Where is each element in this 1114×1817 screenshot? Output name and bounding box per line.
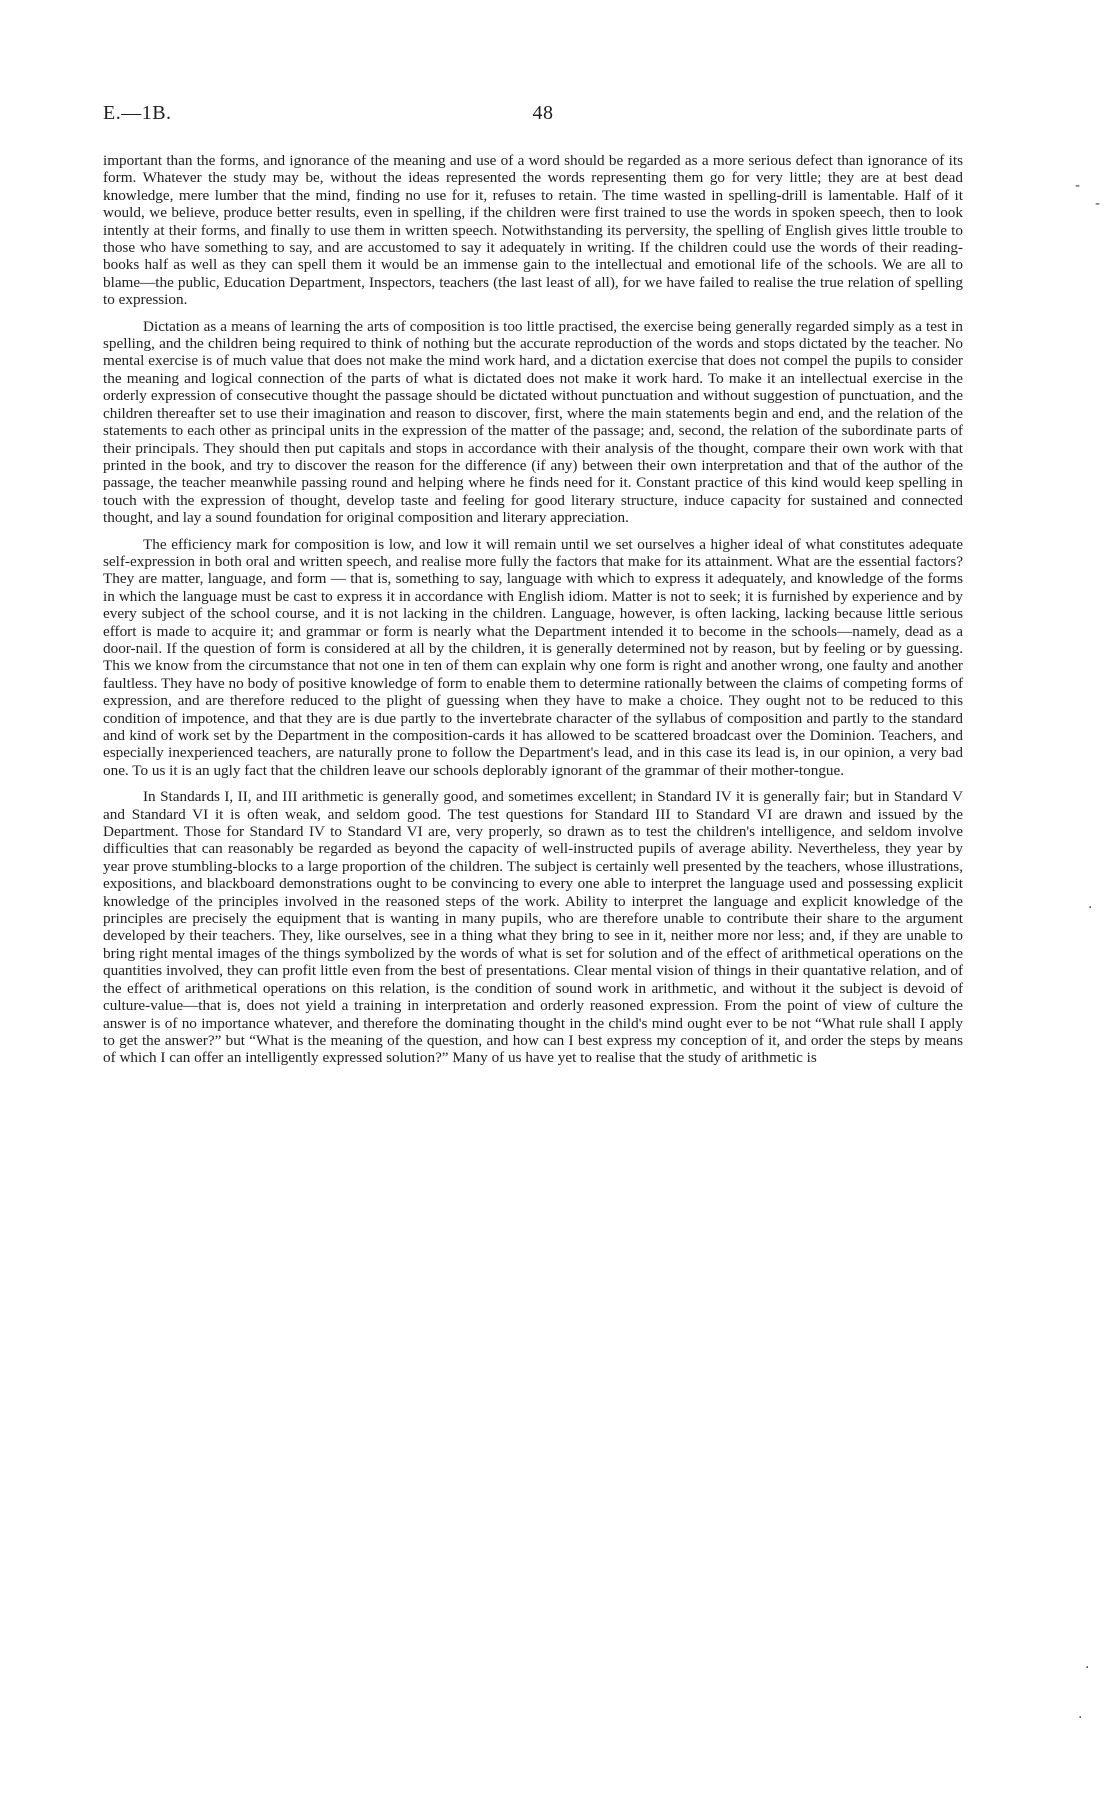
margin-speck-icon: · bbox=[1088, 900, 1093, 916]
margin-speck-icon: - bbox=[1095, 196, 1101, 212]
paragraph-dictation: Dictation as a means of learning the arts of composition is too little practised, the exercise being generally regarded simply as a test in spelling, and the children being required to think of nothing but the accurate reproduction of the words and stops dictated by the teacher. No mental exercise is of much value that does not make the mind work hard, and a dictation exercise that does not compel the pupils to consider the meaning and logical connection of the parts of what is dictated does not make it work hard. To make it an intellectual exercise in the orderly expression of consecutive thought the passage should be dictated without punctuation and without suggestion of punctuation, and the children thereafter set to use their imagination and reason to discover, first, where the main statements begin and end, and the relation of the statements to each other as principal units in the expression of the matter of the passage; and, second, the relation of the subordinate parts of their principals. They should then put capitals and stops in accordance with their analysis of the thought, compare their own work with that printed in the book, and try to discover the reason for the difference (if any) between their own interpretation and that of the author of the passage, the teacher meanwhile passing round and helping where he finds need for it. Constant practice of this kind would keep spelling in touch with the expression of thought, develop taste and feeling for good literary structure, induce capacity for sustained and connected thought, and lay a sound foundation for original composition and literary appreciation. bbox=[103, 317, 963, 527]
margin-speck-icon: · bbox=[1085, 1660, 1090, 1676]
paragraph-arithmetic: In Standards I, II, and III arithmetic is generally good, and sometimes excellent; in Standard IV it is generally fair; but in Standard V and Standard VI it is often weak, and seldom good. The test questions for Standard III to Standard VI are drawn and issued by the Department. Those for Standard IV to Standard VI are, very properly, so drawn as to test the children's intelligence, and seldom involve difficulties that can reasonably be regarded as beyond the capacity of well-instructed pupils of average ability. Nevertheless, they year by year prove stumbling-blocks to a large proportion of the children. The subject is certainly well presented by the teachers, whose illustrations, expositions, and blackboard demonstrations ought to be convincing to every one able to interpret the language used and possessing explicit knowledge of the principles involved in the reasoned steps of the work. Ability to interpret the language and explicit knowledge of the principles are precisely the equipment that is wanting in many pupils, who are therefore unable to contribute their share to the argument developed by their teachers. They, like ourselves, see in a thing what they bring to see in it, neither more nor less; and, if they are unable to bring right mental images of the things symbolized by the words of what is set for solution and of the effect of arithmetical operations on the quantities involved, they can profit little even from the best of presentations. Clear mental vision of things in their quantative relation, and of the effect of arithmetical operations on this relation, is the condition of sound work in arithmetic, and without it the subject is devoid of culture-value—that is, does not yield a training in interpretation and orderly reasoned expression. From the point of view of culture the answer is of no importance whatever, and therefore the dominating thought in the child's mind ought ever to be not “What rule shall I apply to get the answer?” but “What is the meaning of the question, and how can I best express my conception of it, and order the steps by means of which I can offer an intelligently expressed solution?” Many of us have yet to realise that the study of arithmetic is bbox=[103, 788, 963, 1067]
margin-speck-icon: - bbox=[1075, 178, 1081, 194]
page-header bbox=[103, 102, 963, 130]
margin-speck-icon: · bbox=[1078, 1710, 1083, 1726]
paragraph-composition: The efficiency mark for composition is low, and low it will remain until we set ourselves a higher ideal of what constitutes adequate self-expression in both oral and written speech, and realise more fully the factors that make for its attainment. What are the essential factors? They are matter, language, and form — that is, something to say, language with which to express it adequately, and knowledge of the forms in which the language must be cast to express it in accordance with English idiom. Matter is not to seek; it is furnished by experience and by every subject of the school course, and it is not lacking in the children. Language, however, is often lacking, lacking because little serious effort is made to acquire it; and grammar or form is nearly what the Department intended it to become in the schools—namely, dead as a door-nail. If the question of form is considered at all by the children, it is generally determined not by reason, but by feeling or by guessing. This we know from the circumstance that not one in ten of them can explain why one form is right and another wrong, one faulty and another faultless. They have no body of positive knowledge of form to enable them to determine rationally between the claims of competing forms of expression, and are therefore reduced to the plight of guessing when they have to make a choice. They ought not to be reduced to this condition of impotence, and that they are is due partly to the invertebrate character of the syllabus of composition and partly to the standard and kind of work set by the Department in the composition-cards it has allowed to be scattered broadcast over the Dominion. Teachers, and especially inexperienced teachers, are naturally prone to follow the Department's lead, and in this case its lead is, in our opinion, a very bad one. To us it is an ugly fact that the children leave our schools deplorably ignorant of the grammar of their mother-tongue. bbox=[103, 535, 963, 779]
paragraph-spelling: important than the forms, and ignorance of the meaning and use of a word should be regarded as a more serious defect than ignorance of its form. Whatever the study may be, without the ideas represented the words representing them go for very little; they are at best dead knowledge, mere lumber that the mind, finding no use for it, refuses to retain. The time wasted in spelling-drill is lamentable. Half of it would, we believe, produce better results, even in spelling, if the children were first trained to use the words in spoken speech, then to look intently at their forms, and finally to use them in written speech. Notwithstanding its perversity, the spelling of English gives little trouble to those who have something to say, and are accustomed to say it adequately in writing. If the children could use the words of their reading-books half as well as they can spell them it would be an immense gain to the intellectual and emotional life of the schools. We are all to blame—the public, Education Department, Inspectors, teachers (the last least of all), for we have failed to realise the true relation of spelling to expression. bbox=[103, 152, 963, 309]
body-text bbox=[103, 152, 963, 1076]
page-number: 48 bbox=[532, 102, 554, 124]
document-reference: E.—1B. bbox=[103, 102, 172, 124]
